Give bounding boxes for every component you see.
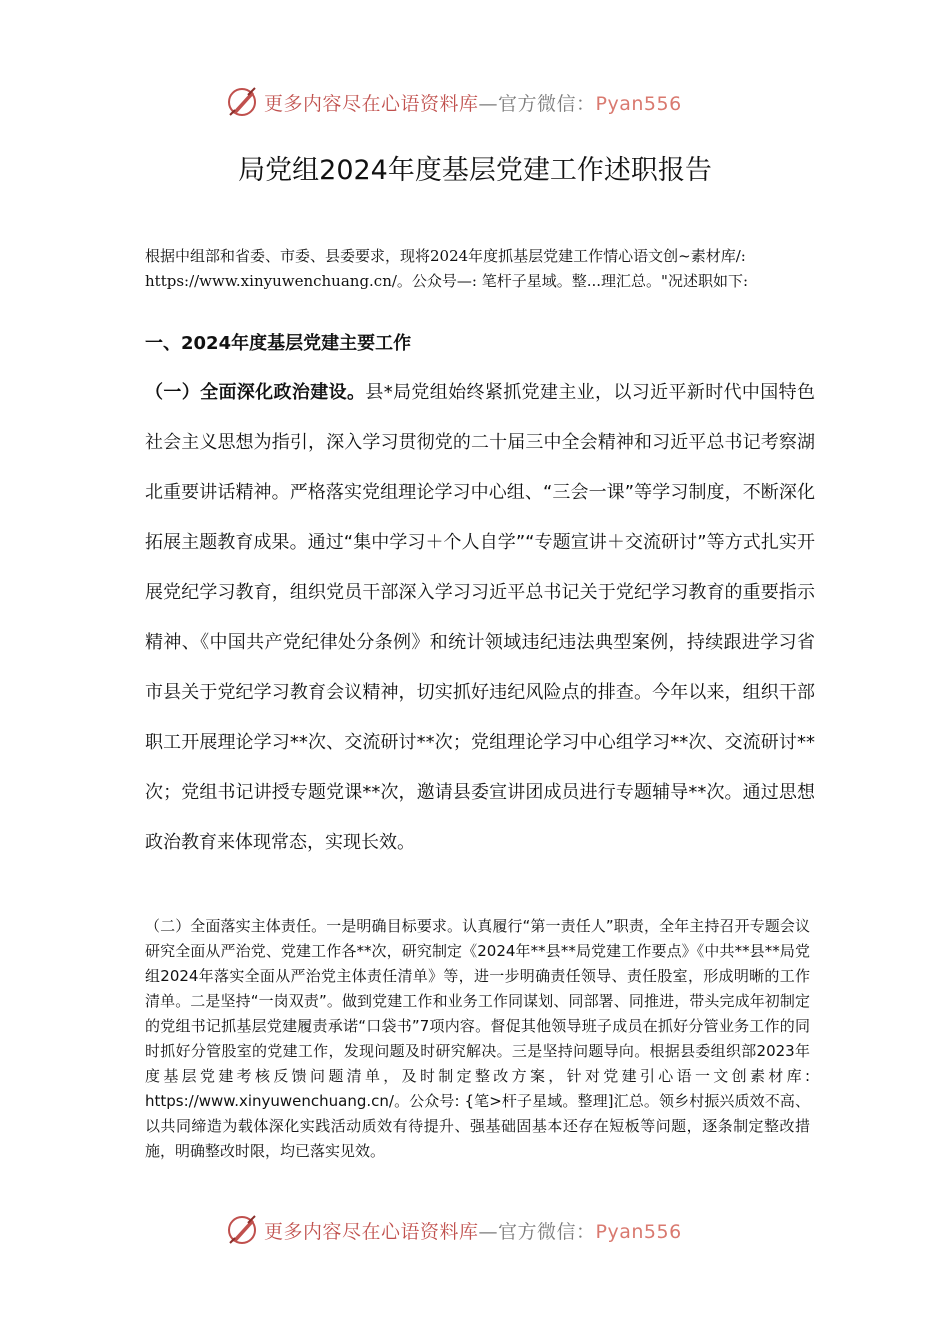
watermark-brand: 更多内容尽在心语资料库 <box>264 92 479 115</box>
watermark-wechat-id: Pyan556 <box>595 92 682 115</box>
watermark-wechat-id: Pyan556 <box>595 1220 682 1243</box>
watermark-wechat-label: 官方微信： <box>498 1220 596 1243</box>
watermark-wechat-label: 官方微信： <box>498 92 596 115</box>
footer-watermark-banner <box>0 1210 950 1250</box>
item1-lead: （一）全面深化政治建设。 <box>145 382 366 403</box>
item1-paragraph <box>145 368 815 868</box>
header-watermark-banner <box>0 82 950 122</box>
item1-body: 县*局党组始终紧抓党建主业，以习近平新时代中国特色社会主义思想为指引，深入学习贯彻党的二十届三中全会精神和习近平总书记考察湖北重要讲话精神。严格落实党组理论学习中心组、“三会一课”等学习制度，不断深化拓展主题教育成果。通过“集中学习＋个人自学”“专题宣讲＋交流研讨”等方式扎实开展党纪学习教育，组织党员干部深入学习习近平总书记关于党纪学习教育的重要指示精神、《中国共产党纪律处分条例》和统计领域违纪违法典型案例，持续跟进学习省市县关于党纪学习教育会议精神，切实抓好违纪风险点的排查。今年以来，组织干部职工开展理论学习**次、交流研讨**次；党组理论学习中心组学习**次、交流研讨**次；党组书记讲授专题党课**次，邀请县委宣讲团成员进行专题辅导**次。通过思想政治教育来体现常态，实现长效。 <box>145 382 816 853</box>
document-title: 局党组2024年度基层党建工作述职报告 <box>238 155 712 186</box>
watermark-separator: — <box>478 92 499 115</box>
section-heading: 一、2024年度基层党建主要工作 <box>145 333 412 354</box>
intro-paragraph: 根据中组部和省委、市委、县委要求，现将2024年度抓基层党建工作情心语文创~素材库/: https://www.xinyuwenchuang.cn/。公众号—: 笔杆子星域。整...理汇总。"况述职如下: <box>145 247 749 290</box>
watermark-text <box>264 1217 682 1244</box>
watermark-text <box>264 89 682 116</box>
quill-pen-logo-icon <box>226 85 260 119</box>
item2-paragraph: （二）全面落实主体责任。一是明确目标要求。认真履行“第一责任人”职责，全年主持召开专题会议研究全面从严治党、党建工作各**次，研究制定《2024年**县**局党建工作要点》《中共**县**局党组2024年落实全面从严治党主体责任清单》等，进一步明确责任领导、责任股室，形成明晰的工作清单。二是坚持“一岗双责”。做到党建工作和业务工作同谋划、同部署、同推进，带头完成年初制定的党组书记抓基层党建履责承诺“口袋书”7项内容。督促其他领导班子成员在抓好分管业务工作的同时抓好分管股室的党建工作，发现问题及时研究解决。三是坚持问题导向。根据县委组织部2023年度基层党建考核反馈问题清单，及时制定整改方案，针对党建引心语一文创素材库: https://www.xinyuwenchuang.cn/。公众号: {笔>杆子星域。整理]汇总。领乡村振兴质效不高、以共同缔造为载体深化实践活动质效有待提升、强基础固基本还存在短板等问题，逐条制定整改措施，明确整改时限，均已落实见效。 <box>145 917 810 1160</box>
quill-pen-logo-icon <box>226 1213 260 1247</box>
watermark-brand: 更多内容尽在心语资料库 <box>264 1220 479 1243</box>
watermark-separator: — <box>478 1220 499 1243</box>
